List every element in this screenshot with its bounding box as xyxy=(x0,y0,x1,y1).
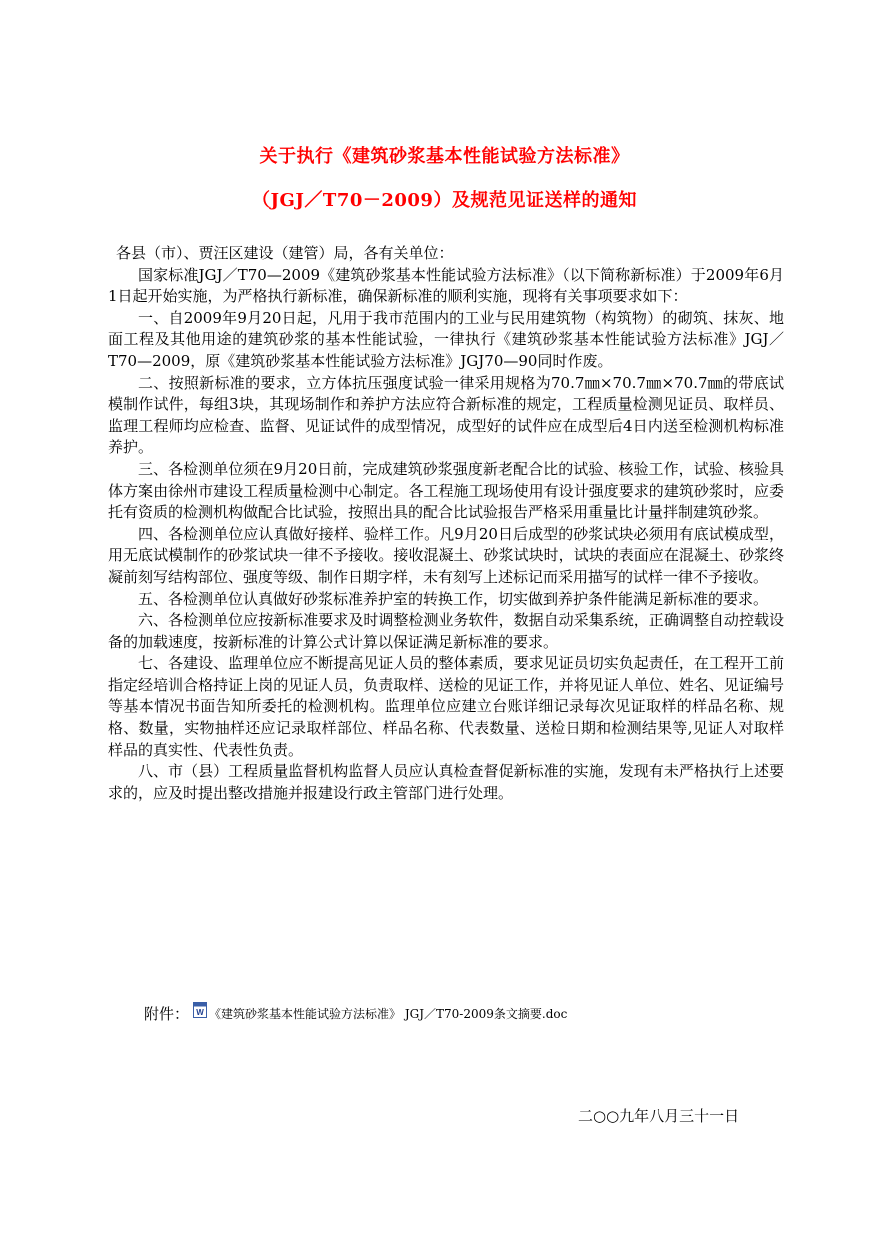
paragraph-intro: 国家标准JGJ／T70—2009《建筑砂浆基本性能试验方法标准》（以下简称新标准）于2009年6月1日起开始实施，为严格执行新标准，确保新标准的顺利实施，现将有关事项要求如下： xyxy=(108,265,784,306)
paragraph-item-8: 八、市（县）工程质量监督机构监督人员应认真检查督促新标准的实施，发现有未严格执行上述要求的，应及时提出整改措施并报建设行政主管部门进行处理。 xyxy=(108,762,784,802)
paragraph-item-4: 四、各检测单位应认真做好接样、验样工作。凡9月20日后成型的砂浆试块必须用有底试模成型，用无底试模制作的砂浆试块一律不予接收。接收混凝土、砂浆试块时，试块的表面应在混凝土、砂浆终凝前刻写结构部位、强度等级、制作日期字样，未有刻写上述标记而采用描写的试样一律不予接收。 xyxy=(108,524,784,586)
paragraph-item-5: 五、各检测单位认真做好砂浆标准养护室的转换工作，切实做到养护条件能满足新标准的要求。 xyxy=(138,589,769,608)
issue-date: 二○○九年八月三十一日 xyxy=(578,1107,740,1125)
attachment-label: 附件： xyxy=(144,1005,190,1023)
salutation: 各县（市）、贾汪区建设（建管）局，各有关单位： xyxy=(116,244,454,262)
svg-text:W: W xyxy=(196,1007,204,1017)
paragraph-item-3: 三、各检测单位须在9月20日前，完成建筑砂浆强度新老配合比的试验、核验工作，试验、核验具体方案由徐州市建设工程质量检测中心制定。各工程施工现场使用有设计强度要求的建筑砂浆时，应委托有资质的检测机构做配合比试验，按照出具的配合比试验报告严格采用重量比计量拌制建筑砂浆。 xyxy=(108,459,784,522)
attachment-file-link[interactable]: 《建筑砂浆基本性能试验方法标准》 JGJ／T70-2009条文摘要.doc xyxy=(209,1007,568,1021)
paragraph-item-6: 六、各检测单位应按新标准要求及时调整检测业务软件，数据自动采集系统，正确调整自动控载设备的加载速度，按新标准的计算公式计算以保证满足新标准的要求。 xyxy=(108,611,784,651)
word-document-icon[interactable] xyxy=(193,1002,207,1018)
notice-body xyxy=(108,243,784,804)
attachment-row xyxy=(144,1003,567,1024)
paragraph-item-2: 二、按照新标准的要求，立方体抗压强度试验一律采用规格为70.7㎜×70.7㎜×70.7㎜的带底试模制作试件，每组3块，其现场制作和养护方法应符合新标准的规定，工程质量检测见证员、取样员、监理工程师均应检查、监督、见证试件的成型情况，成型好的试件应在成型后4日内送至检测机构标准养护。 xyxy=(108,373,784,457)
notice-title-line2: （JGJ／T70－2009）及规范见证送样的通知 xyxy=(252,190,637,211)
notice-title-line1: 关于执行《建筑砂浆基本性能试验方法标准》 xyxy=(259,146,630,167)
paragraph-item-1: 一、自2009年9月20日起，凡用于我市范围内的工业与民用建筑物（构筑物）的砌筑、抹灰、地面工程及其他用途的建筑砂浆的基本性能试验，一律执行《建筑砂浆基本性能试验方法标准》JGJ／T70—2009，原《建筑砂浆基本性能试验方法标准》JGJ70—90同时作废。 xyxy=(108,308,784,370)
paragraph-item-7: 七、各建设、监理单位应不断提高见证人员的整体素质，要求见证员切实负起责任，在工程开工前指定经培训合格持证上岗的见证人员，负责取样、送检的见证工作，并将见证人单位、姓名、见证编号等基本情况书面告知所委托的检测机构。监理单位应建立台账详细记录每次见证取样的样品名称、规格、数量，实物抽样还应记录取样部位、样品名称、代表数量、送检日期和检测结果等,见证人对取样样品的真实性、代表性负责。 xyxy=(108,654,784,759)
